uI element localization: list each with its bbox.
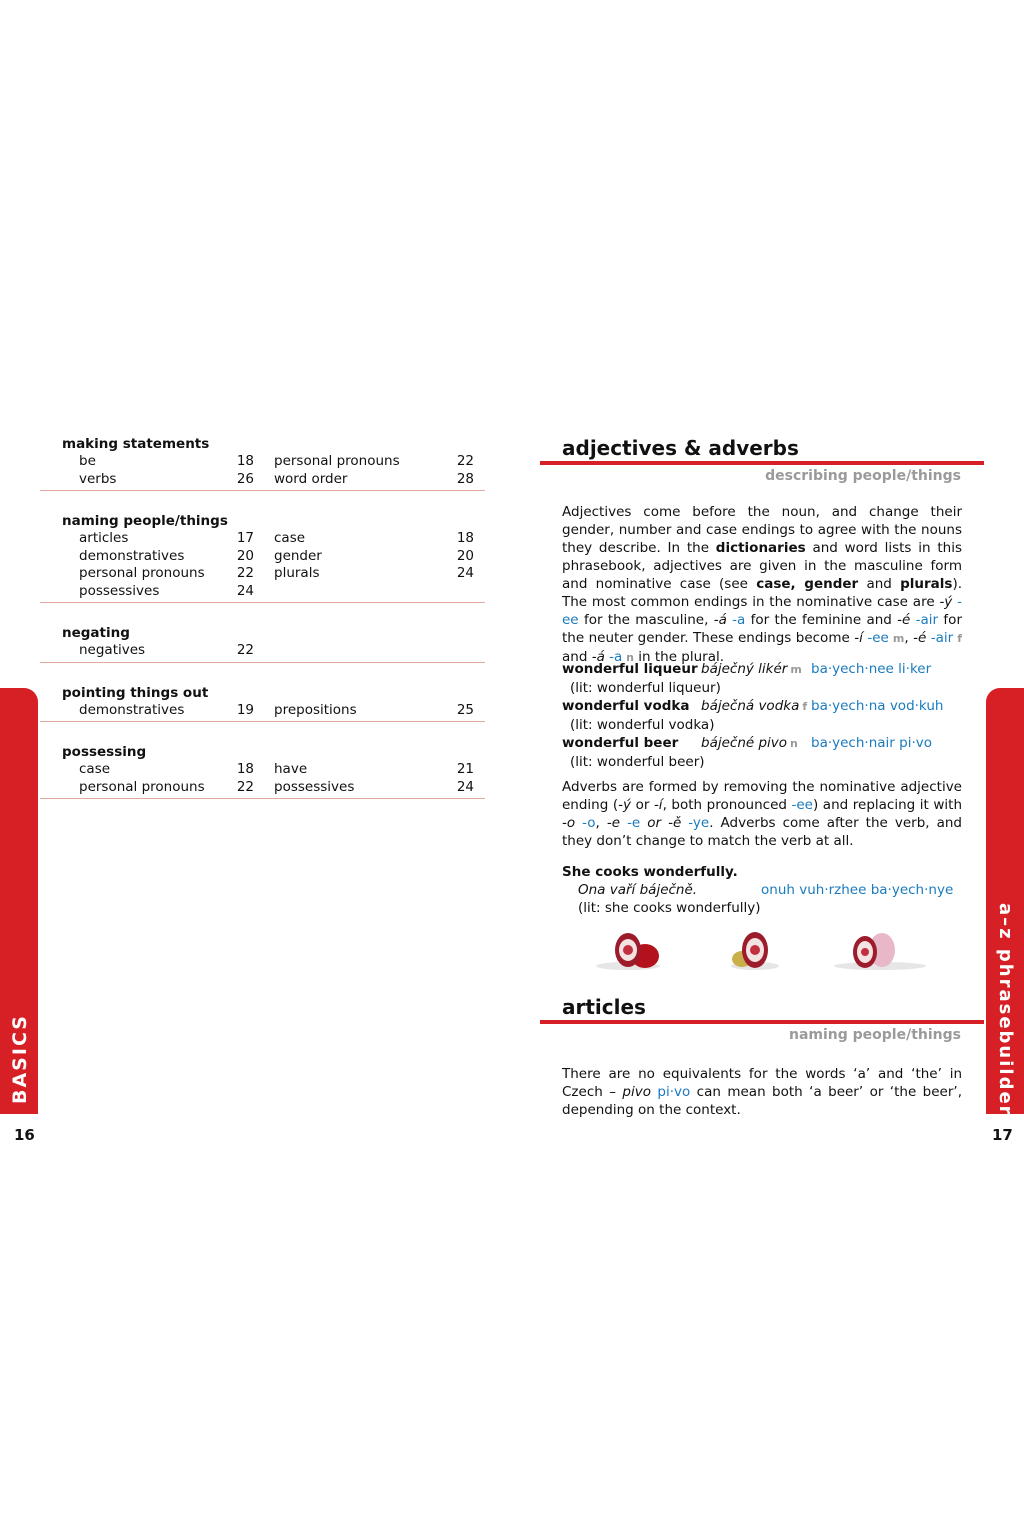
egg-group-2 [731, 932, 779, 970]
example-czech: báječné pivo [701, 735, 788, 751]
example-pronunciation: ba·yech·nee li·ker [811, 661, 932, 677]
adverbs-paragraph: Adverbs are formed by removing the nominative adjective ending (-ý or -í, both pronounced -ee) and replacing it with -o -o, -e -e or -ě -ye. Adverbs come after the verb, and they don’t change to match the verb at all. [562, 779, 962, 849]
adjectives-rule [540, 461, 984, 465]
adjectives-heading: adjectives & adverbs [562, 436, 799, 460]
index-row [40, 702, 485, 720]
index-row [40, 471, 485, 489]
index-page-number: 22 [456, 453, 474, 469]
egg-group-1 [596, 933, 660, 970]
index-row [40, 548, 485, 566]
index-page-number: 22 [236, 565, 254, 581]
index-row [40, 583, 485, 601]
example-literal: (lit: wonderful vodka) [570, 717, 715, 733]
example-english: wonderful vodka [562, 698, 690, 714]
index-page-number: 25 [456, 701, 474, 718]
index-page-number: 19 [236, 701, 254, 718]
phrasebuilder-tab [986, 688, 1024, 1117]
index-topic: have [274, 761, 308, 777]
index-topic: articles [79, 530, 129, 546]
index-row [40, 642, 485, 660]
example-czech: báječná vodka [701, 698, 800, 714]
sentence-czech: Ona vaří báječně. [578, 882, 698, 898]
index-topic: word order [274, 470, 348, 487]
example-row [562, 660, 982, 679]
index-page-number: 28 [456, 470, 474, 487]
index-page-number: 18 [456, 530, 474, 546]
example-literal: (lit: wonderful liqueur) [570, 680, 721, 696]
index-topic [274, 583, 444, 601]
page-number-left: 16 [14, 1126, 35, 1144]
index-page-number [444, 642, 480, 660]
example-gender: f [802, 700, 808, 713]
index-page-number: 24 [236, 582, 254, 599]
index-topic: personal pronouns [79, 565, 205, 581]
sentence-pronunciation: onuh vuh·rzhee ba·yech·nye [761, 882, 954, 898]
index-section-title: pointing things out [62, 684, 209, 701]
sentence-example [562, 863, 982, 917]
example-czech: báječný likér [701, 661, 788, 677]
adjective-examples [562, 660, 982, 771]
index-topic [274, 642, 444, 660]
index-section-title: negating [62, 625, 130, 641]
index-page-number: 20 [236, 547, 254, 564]
example-row [562, 697, 982, 716]
index-page-number: 17 [236, 530, 254, 546]
index-topic: negatives [79, 642, 146, 658]
index-topic: demonstratives [79, 547, 185, 564]
index-section [40, 513, 485, 603]
adjectives-subtitle: describing people/things [765, 468, 961, 484]
articles-rule [540, 1020, 984, 1024]
index-page-number [444, 583, 480, 601]
sentence-literal: (lit: she cooks wonderfully) [578, 900, 761, 916]
index-section [40, 685, 485, 723]
articles-heading: articles [562, 995, 646, 1019]
index-topic: be [79, 453, 96, 469]
basics-tab: BASICS [0, 688, 38, 1114]
index-section-title: naming people/things [62, 513, 228, 529]
index-section [40, 744, 485, 799]
phrasebuilder-tab-label: a–z phrasebuilder [995, 903, 1016, 1117]
example-gender: n [790, 737, 798, 750]
index-topic: prepositions [274, 701, 357, 718]
index-section [40, 436, 485, 491]
index-topic: verbs [79, 470, 117, 487]
sentence-english: She cooks wonderfully. [562, 864, 738, 880]
index-page-number: 21 [456, 761, 474, 777]
index-row [40, 530, 485, 548]
index-row [40, 565, 485, 583]
index-topic: case [79, 761, 111, 777]
index-page-number: 18 [236, 761, 254, 777]
index-page-number: 18 [236, 453, 254, 469]
example-english: wonderful liqueur [562, 661, 698, 677]
index-topic: plurals [274, 565, 320, 581]
egg-group-3 [834, 933, 926, 970]
page-number-right: 17 [992, 1126, 1013, 1144]
index-topic: case [274, 530, 306, 546]
index-topic: demonstratives [79, 701, 185, 718]
index-page-number: 24 [456, 565, 474, 581]
index-section-title: possessing [62, 744, 147, 760]
articles-subtitle: naming people/things [788, 1027, 961, 1043]
index-row [40, 453, 485, 471]
adjectives-paragraph: Adjectives come before the noun, and change their gender, number and case endings to agree with the nouns they describe. In the dictionaries and word lists in this phrasebook, adjectives are given in the masculine form and nominative case (see case, gender and plurals). The most common endings in the nominative case are -ý -ee for the masculine, -á -a for the feminine and -é -air for the neuter gender. These endings become -í -ee m, -é -air f and -á -a n in the plural. [562, 504, 962, 665]
index-page-number: 22 [236, 778, 254, 795]
index-topic: personal pronouns [274, 453, 400, 469]
easter-eggs-illustration [590, 928, 935, 976]
index-topic: possessives [274, 778, 355, 795]
example-english: wonderful beer [562, 735, 679, 751]
index-topic: personal pronouns [79, 778, 205, 795]
example-pronunciation: ba·yech·nair pi·vo [811, 735, 932, 751]
example-row [562, 734, 982, 753]
index-page-number: 26 [236, 470, 254, 487]
index-row [40, 761, 485, 779]
index-page-number: 24 [456, 778, 474, 795]
left-index [40, 436, 485, 821]
index-page-number: 20 [456, 547, 474, 564]
index-page-number: 22 [236, 642, 254, 658]
example-pronunciation: ba·yech·na vod·kuh [811, 698, 944, 714]
index-section-title: making statements [62, 436, 210, 452]
index-topic: gender [274, 547, 322, 564]
index-row [40, 779, 485, 797]
example-literal: (lit: wonderful beer) [570, 754, 705, 770]
index-topic: possessives [79, 582, 160, 599]
index-section [40, 625, 485, 663]
example-gender: m [790, 663, 802, 676]
articles-paragraph: There are no equivalents for the words ‘a’ and ‘the’ in Czech – pivo pi·vo can mean both ‘a beer’ or ‘the beer’, depending on the context. [562, 1066, 962, 1118]
